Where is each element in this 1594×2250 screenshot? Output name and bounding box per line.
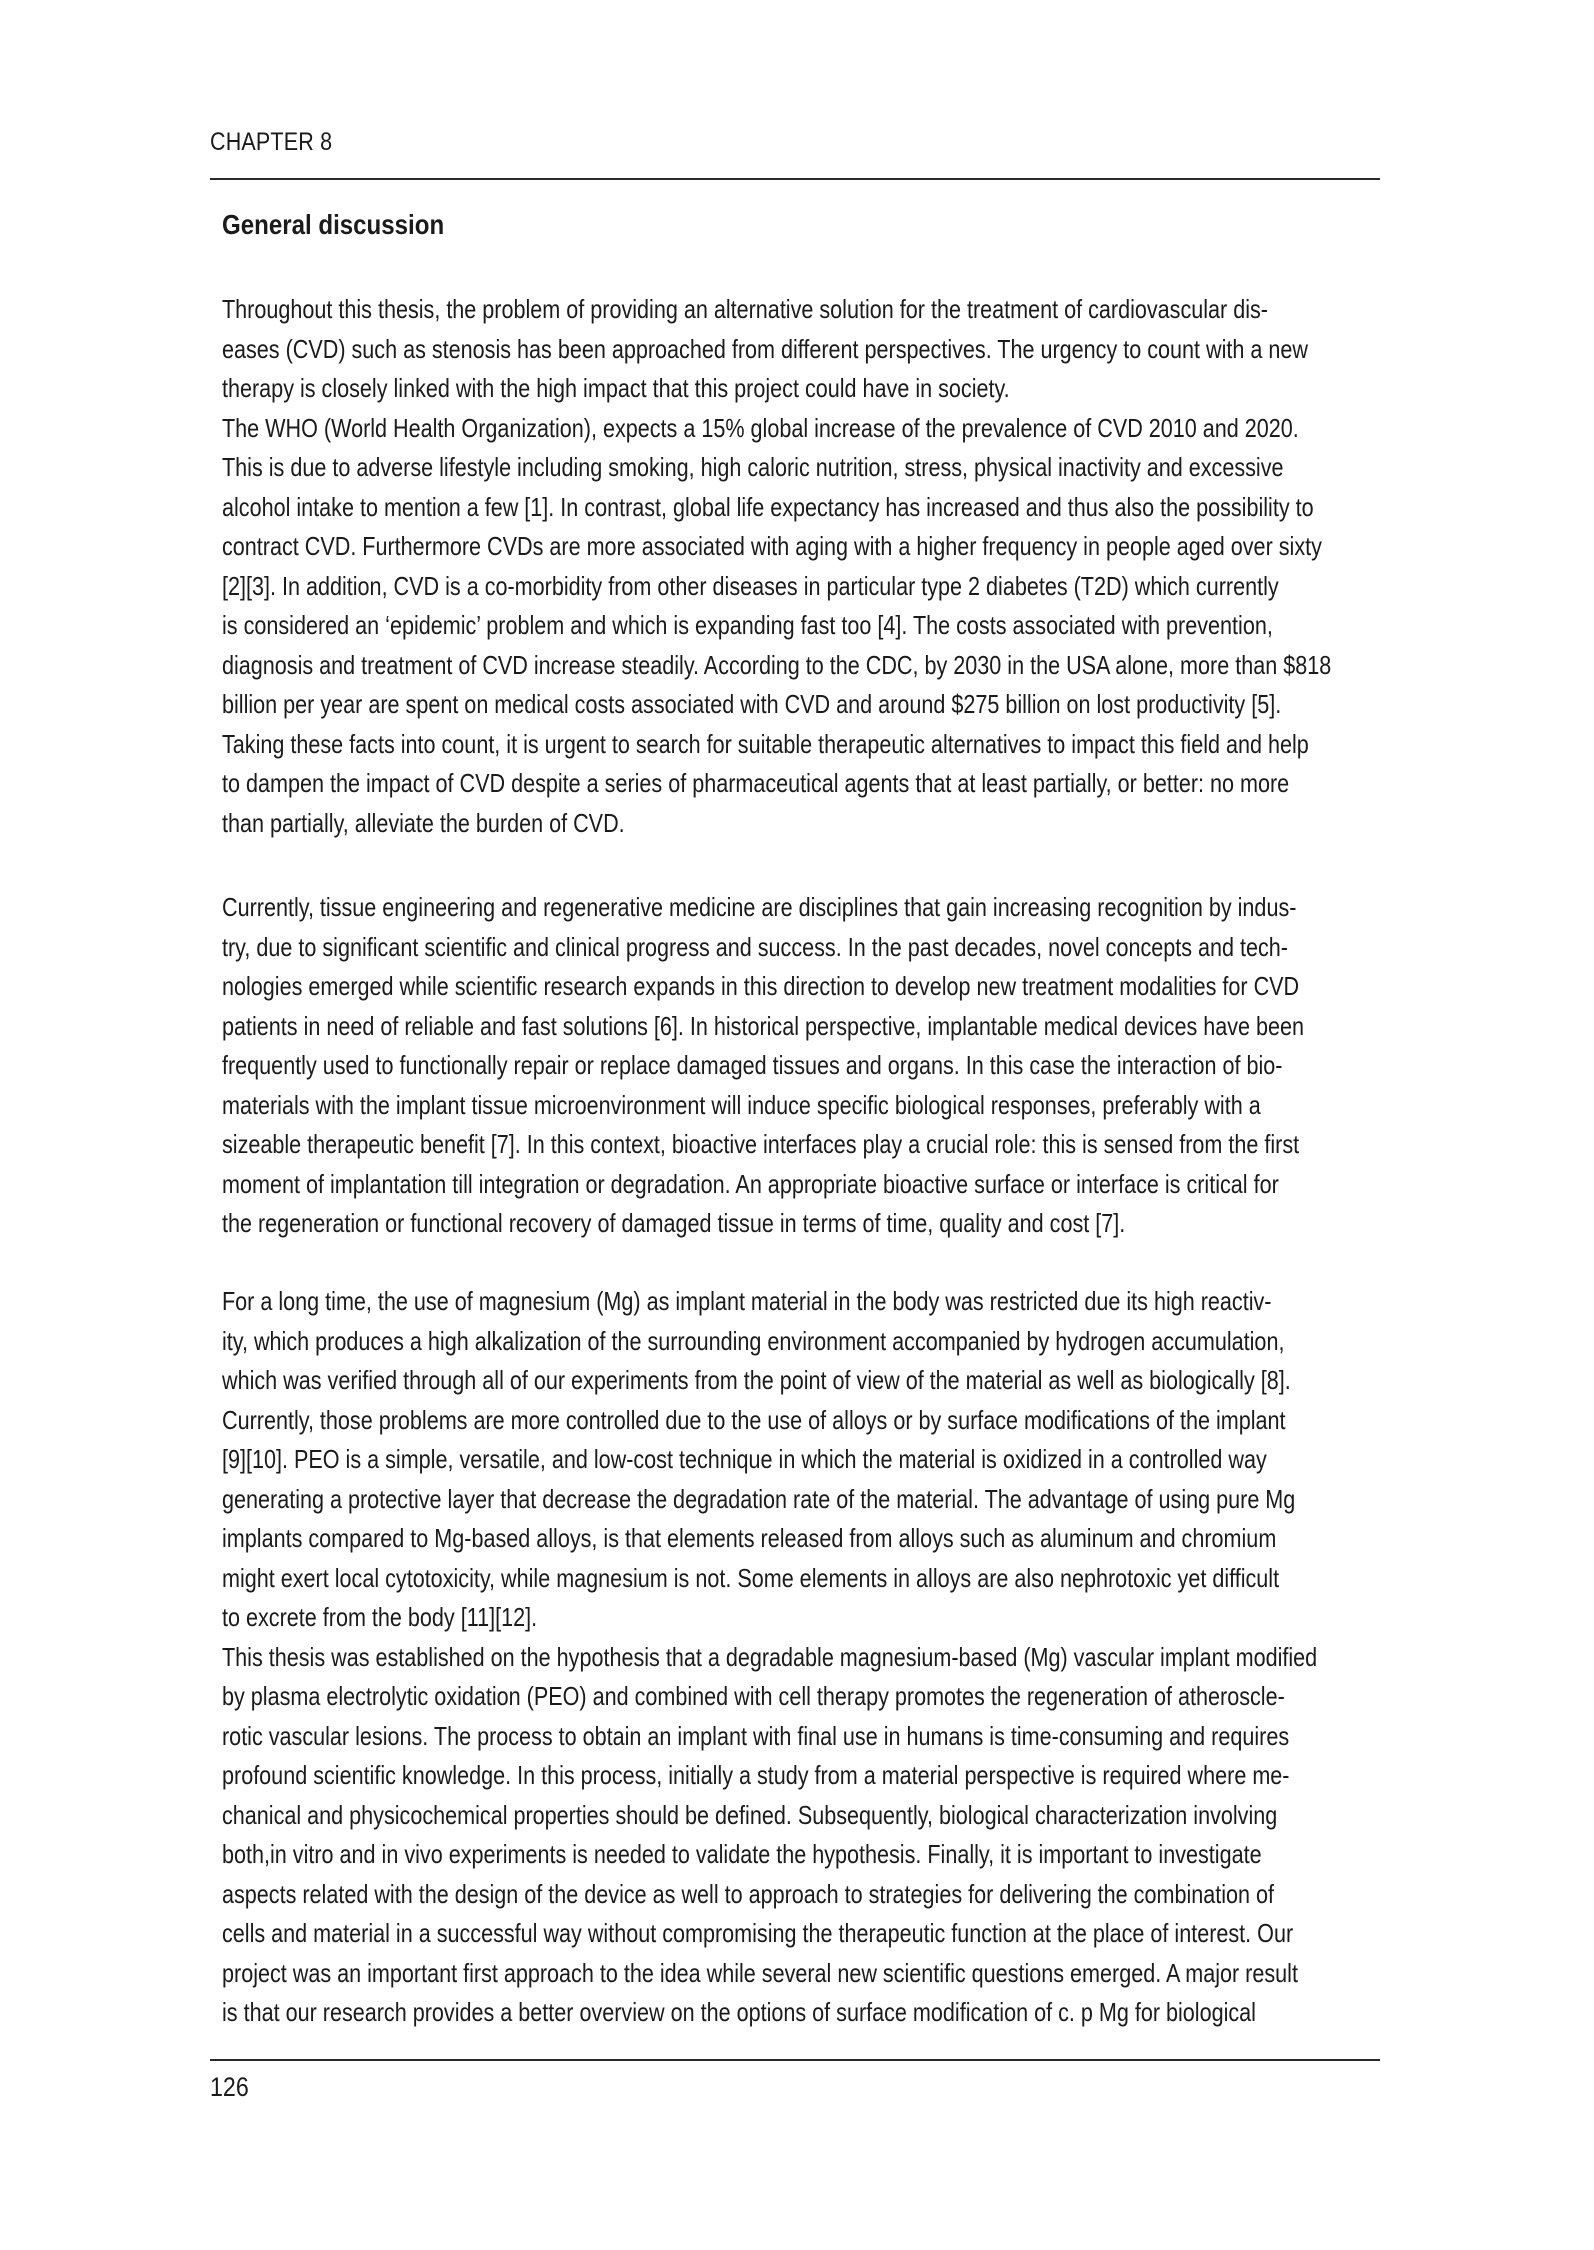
text-line: cells and material in a successful way without compromising the therapeutic function at the place of interest. Our	[222, 1918, 1294, 1948]
text-line: eases (CVD) such as stenosis has been approached from different perspectives. The urgency to count with a new	[222, 333, 1308, 364]
text-line: patients in need of reliable and fast solutions [6]. In historical perspective, implantable medical devices have been	[222, 1010, 1305, 1041]
text-line: sizeable therapeutic benefit [7]. In this context, bioactive interfaces play a crucial role: this is sensed from the first	[222, 1129, 1300, 1159]
text-line: rotic vascular lesions. The process to obtain an implant with final use in humans is time-consuming and requires	[222, 1720, 1290, 1751]
text-line: [9][10]. PEO is a simple, versatile, and low-cost technique in which the material is oxidized in a controlled way	[222, 1444, 1267, 1474]
text-line: frequently used to functionally repair or replace damaged tissues and organs. In this case the interaction of bio-	[222, 1050, 1283, 1080]
text-line: This thesis was established on the hypothesis that a degradable magnesium-based (Mg) vascular implant modified	[222, 1641, 1318, 1672]
text-line: to excrete from the body [11][12].	[222, 1602, 538, 1632]
text-line: try, due to significant scientific and clinical progress and success. In the past decades, novel concepts and tech-	[222, 931, 1289, 962]
text-line: chanical and physicochemical properties should be defined. Subsequently, biological characterization involving	[222, 1799, 1278, 1830]
text-line: Taking these facts into count, it is urgent to search for suitable therapeutic alternatives to impact this field and help	[222, 728, 1309, 759]
text-line: project was an important first approach to the idea while several new scientific questions emerged. A major result	[222, 1957, 1298, 1988]
text-line: moment of implantation till integration or degradation. An appropriate bioactive surface or interface is critical for	[222, 1168, 1279, 1199]
section-heading: General discussion	[222, 209, 445, 240]
text-line: both,in vitro and in vivo experiments is needed to validate the hypothesis. Finally, it is important to investigate	[222, 1839, 1262, 1869]
text-line: aspects related with the design of the device as well to approach to strategies for delivering the combination of	[222, 1878, 1275, 1909]
text-line: might exert local cytotoxicity, while magnesium is not. Some elements in alloys are also nephrotoxic yet difficult	[222, 1562, 1280, 1593]
text-line: alcohol intake to mention a few [1]. In contrast, global life expectancy has increased and thus also the possibility to	[222, 491, 1314, 522]
text-line: billion per year are spent on medical costs associated with CVD and around $275 billion on lost productivity [5].	[222, 689, 1282, 719]
text-line: contract CVD. Furthermore CVDs are more associated with aging with a higher frequency in people aged over sixty	[222, 531, 1322, 561]
running-head: CHAPTER 8	[210, 128, 333, 156]
text-line: ity, which produces a high alkalization of the surrounding environment accompanied by hydrogen accumulation,	[222, 1325, 1285, 1356]
text-line: which was verified through all of our experiments from the point of view of the material as well as biologically [8].	[222, 1365, 1291, 1395]
paragraph-1	[222, 290, 1380, 843]
paragraph-2	[222, 888, 1380, 1244]
text-line: the regeneration or functional recovery of damaged tissue in terms of time, quality and cost [7].	[222, 1208, 1126, 1238]
text-line: The WHO (World Health Organization), expects a 15% global increase of the prevalence of CVD 2010 and 2020.	[222, 412, 1299, 443]
text-line: profound scientific knowledge. In this process, initially a study from a material perspective is required where me-	[222, 1760, 1290, 1790]
text-line: nologies emerged while scientific research expands in this direction to develop new treatment modalities for CVD	[222, 971, 1300, 1001]
text-line: For a long time, the use of magnesium (Mg) as implant material in the body was restricted due its high reactiv-	[222, 1286, 1272, 1316]
text-line: is considered an ‘epidemic’ problem and which is expanding fast too [4]. The costs associated with prevention,	[222, 610, 1273, 640]
header-rule	[210, 178, 1380, 180]
text-line: to dampen the impact of CVD despite a series of pharmaceutical agents that at least partially, or better: no more	[222, 768, 1290, 798]
text-line: by plasma electrolytic oxidation (PEO) and combined with cell therapy promotes the regeneration of atheroscle-	[222, 1681, 1285, 1711]
text-line: [2][3]. In addition, CVD is a co-morbidity from other diseases in particular type 2 diabetes (T2D) which currently	[222, 570, 1279, 601]
text-line: than partially, alleviate the burden of CVD.	[222, 807, 625, 838]
text-line: generating a protective layer that decrease the degradation rate of the material. The advantage of using pure Mg	[222, 1483, 1296, 1514]
text-line: implants compared to Mg-based alloys, is that elements released from alloys such as aluminum and chromium	[222, 1523, 1277, 1553]
text-line: Throughout this thesis, the problem of providing an alternative solution for the treatment of cardiovascular dis-	[222, 294, 1268, 324]
text-line: Currently, tissue engineering and regenerative medicine are disciplines that gain increasing recognition by indus-	[222, 892, 1297, 922]
text-line: diagnosis and treatment of CVD increase steadily. According to the CDC, by 2030 in the USA alone, more than $818	[222, 649, 1332, 680]
text-line: is that our research provides a better overview on the options of surface modification of c. p Mg for biological	[222, 1997, 1256, 2027]
text-line: materials with the implant tissue microenvironment will induce specific biological responses, preferably with a	[222, 1089, 1261, 1120]
text-line: Currently, those problems are more controlled due to the use of alloys or by surface modifications of the implant	[222, 1404, 1286, 1435]
text-line: therapy is closely linked with the high impact that this project could have in society.	[222, 373, 1010, 403]
page-number: 126	[210, 2072, 249, 2102]
text-line: This is due to adverse lifestyle including smoking, high caloric nutrition, stress, physical inactivity and excessive	[222, 452, 1284, 482]
paragraph-3	[222, 1282, 1380, 2033]
footer-rule	[210, 2059, 1380, 2061]
